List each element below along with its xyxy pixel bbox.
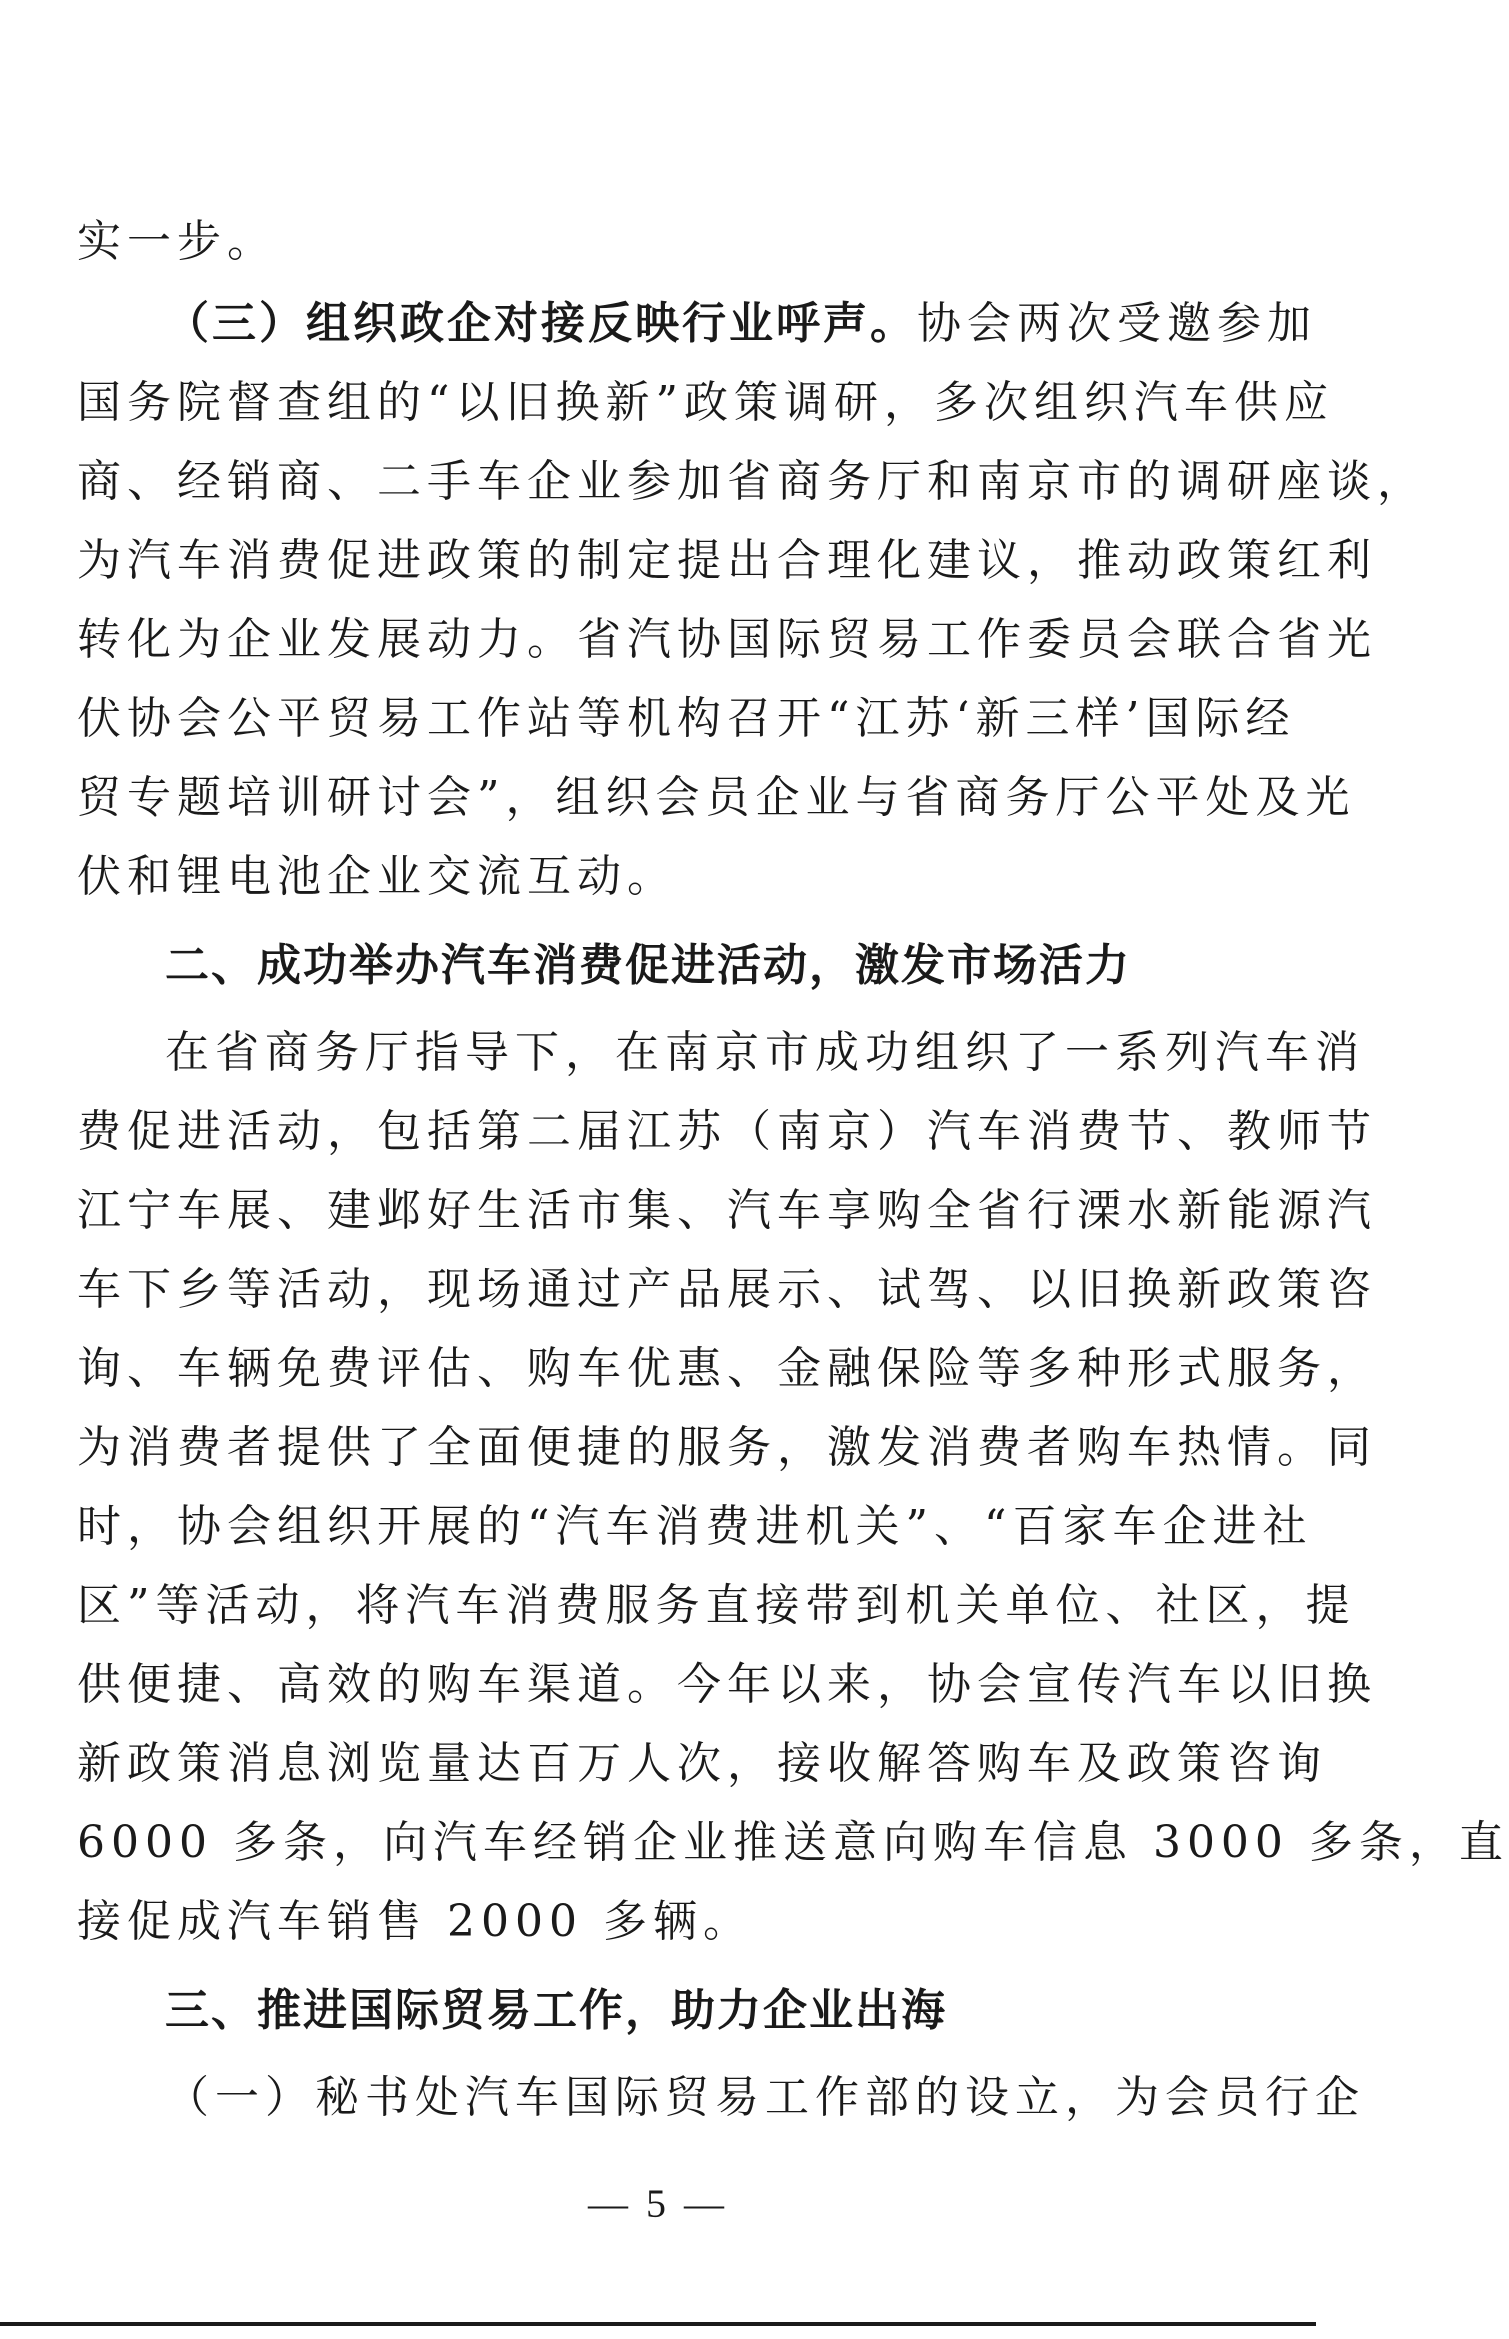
paragraph-line: 费促进活动，包括第二届江苏（南京）汽车消费节、教师节 — [77, 1106, 1377, 1157]
paragraph-line: 贸专题培训研讨会”，组织会员企业与省商务厅公平处及光 — [77, 772, 1356, 823]
paragraph-line: 接促成汽车销售 2000 多辆。 — [77, 1896, 753, 1947]
section-heading: 二、成功举办汽车消费促进活动，激发市场活力 — [165, 940, 1131, 991]
paragraph-line: 新政策消息浏览量达百万人次，接收解答购车及政策咨询 — [77, 1738, 1327, 1789]
paragraph-line: 国务院督查组的“以旧换新”政策调研，多次组织汽车供应 — [77, 377, 1334, 428]
paragraph-line: 区”等活动，将汽车消费服务直接带到机关单位、社区，提 — [77, 1580, 1356, 1631]
paragraph-line: 询、车辆免费评估、购车优惠、金融保险等多种形式服务， — [77, 1343, 1377, 1394]
section-lead-heading: （三）组织政企对接反映行业呼声。 — [165, 298, 917, 349]
paragraph-line: 为汽车消费促进政策的制定提出合理化建议，推动政策红利 — [77, 535, 1377, 586]
paragraph-line: 伏和锂电池企业交流互动。 — [77, 851, 677, 902]
paragraph-line: 为消费者提供了全面便捷的服务，激发消费者购车热情。同 — [77, 1422, 1377, 1473]
paragraph-line: 时，协会组织开展的“汽车消费进机关”、“百家车企进社 — [77, 1501, 1313, 1552]
paragraph-line: 实一步。 — [77, 216, 277, 267]
paragraph-line: 江宁车展、建邺好生活市集、汽车享购全省行溧水新能源汽 — [77, 1185, 1377, 1236]
paragraph-line: 转化为企业发展动力。省汽协国际贸易工作委员会联合省光 — [77, 614, 1377, 665]
paragraph-line: 在省商务厅指导下，在南京市成功组织了一系列汽车消 — [165, 1027, 1365, 1078]
paragraph-line: 商、经销商、二手车企业参加省商务厅和南京市的调研座谈， — [77, 456, 1427, 507]
paragraph-line: 伏协会公平贸易工作站等机构召开“江苏‘新三样’国际经 — [77, 693, 1296, 744]
paragraph-line: 车下乡等活动，现场通过产品展示、试驾、以旧换新政策咨 — [77, 1264, 1377, 1315]
bottom-rule — [0, 2322, 1316, 2326]
page-number: — 5 — — [588, 2181, 728, 2226]
section-heading: 三、推进国际贸易工作，助力企业出海 — [165, 1985, 947, 2036]
paragraph-line: 6000 多条，向汽车经销企业推送意向购车信息 3000 多条，直 — [77, 1817, 1509, 1868]
paragraph-text: 协会两次受邀参加 — [917, 298, 1317, 349]
paragraph-line: （一）秘书处汽车国际贸易工作部的设立，为会员行企 — [165, 2072, 1365, 2123]
paragraph-line: 供便捷、高效的购车渠道。今年以来，协会宣传汽车以旧换 — [77, 1659, 1377, 1710]
paragraph-line — [165, 296, 1317, 352]
